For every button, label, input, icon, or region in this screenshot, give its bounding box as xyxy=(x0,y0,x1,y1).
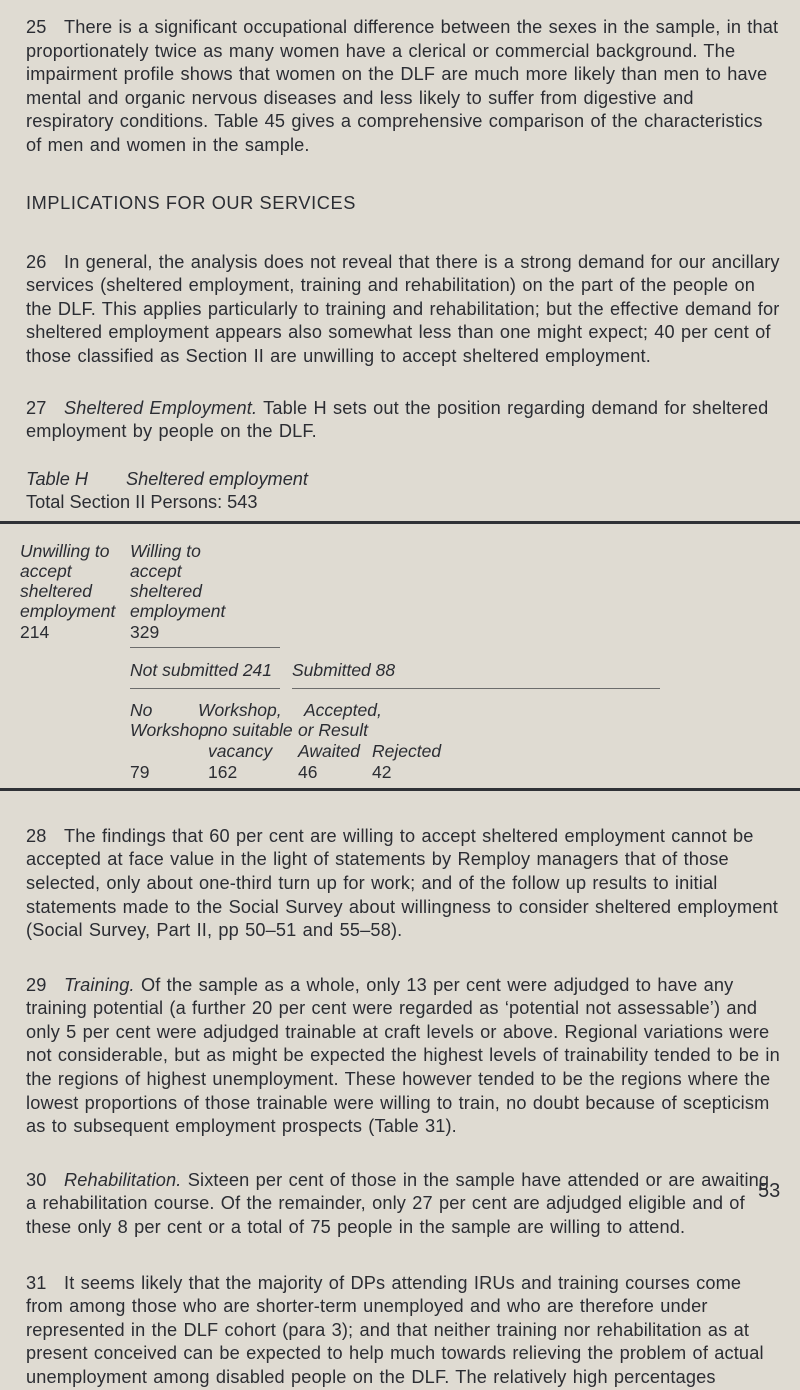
page-number: 53 xyxy=(758,1180,781,1202)
willing-heading-line: sheltered xyxy=(130,580,202,601)
table-caption: Sheltered employment xyxy=(126,468,308,489)
no-workshop-heading-line: Workshop xyxy=(130,719,209,740)
paragraph-number: 30 xyxy=(26,1169,47,1190)
table-top-rule xyxy=(0,521,800,524)
unwilling-heading-line: Unwilling to xyxy=(20,540,110,561)
willing-value: 329 xyxy=(130,621,160,642)
submitted-heading: Submitted 88 xyxy=(292,659,396,680)
paragraph-number: 31 xyxy=(26,1272,47,1293)
willing-heading-line: accept xyxy=(130,560,182,581)
table-h xyxy=(20,521,780,897)
section-heading: IMPLICATIONS FOR OUR SERVICES xyxy=(26,192,357,213)
willing-heading-line: employment xyxy=(130,600,226,621)
paragraph-27 xyxy=(26,397,780,444)
paragraph-26 xyxy=(26,251,780,369)
no-workshop-value: 79 xyxy=(130,761,150,782)
not-submitted-rule xyxy=(130,688,280,689)
workshop-vacancy-heading-line: vacancy xyxy=(208,740,273,761)
unwilling-heading-line: sheltered xyxy=(20,580,92,601)
paragraph-lead: Rehabilitation. xyxy=(64,1169,182,1190)
paragraph-30 xyxy=(26,1169,780,1240)
unwilling-heading-line: accept xyxy=(20,560,72,581)
rejected-value: 42 xyxy=(372,761,392,782)
no-workshop-heading-line: No xyxy=(130,699,153,720)
paragraph-number: 25 xyxy=(26,17,47,37)
willing-rule xyxy=(130,647,280,648)
paragraph-text: There is a significant occupational difference between the sexes in the sample, in that proportionately twice as many women have a clerical or commercial background. The impairment profile shows that women on the DLF are much more likely than men to have mental and organic nervous diseases and less likely to suffer from digestive and respiratory conditions. Table 45 gives a comprehensive comparison of the characteristics of men and women in the sample. xyxy=(26,17,779,155)
table-bottom-rule xyxy=(0,788,800,791)
paragraph-lead: Sheltered Employment. xyxy=(64,397,258,418)
paragraph-number: 26 xyxy=(26,251,47,272)
accepted-heading-line: or Result xyxy=(298,719,369,740)
paragraph-lead: Training. xyxy=(64,974,135,995)
paragraph-text: Sixteen per cent of those in the sample have attended or are awaiting a rehabilitation course. Of the remainder, only 27 per cent are adjudged eligible and of these only 8 per cent or a total of 75 people in the sample are willing to attend. xyxy=(26,1169,770,1238)
unwilling-value: 214 xyxy=(20,621,50,642)
paragraph-text: Table H sets out the position regarding demand for sheltered employment by people on the DLF. xyxy=(26,397,769,442)
paragraph-31 xyxy=(26,1272,780,1390)
paragraph-29 xyxy=(26,974,780,1139)
rejected-heading: Rejected xyxy=(372,740,442,761)
not-submitted-heading: Not submitted 241 xyxy=(130,659,273,680)
submitted-rule xyxy=(292,688,660,689)
workshop-vacancy-heading-line: Workshop, xyxy=(198,699,282,720)
paragraph-text: It seems likely that the majority of DPs attending IRUs and training courses come from among those who are shorter-term unemployed and who are therefore under represented in the DLF cohort (para 3); and that neither training nor rehabilitation as at present conceived can be expected to help much towards relieving the problem of actual unemployment among disabled people on the DLF. The relatively high percentages xyxy=(26,1272,764,1387)
table-label: Table H xyxy=(26,468,89,489)
paragraph-text: In general, the analysis does not reveal that there is a strong demand for our ancillary services (sheltered employment, training and rehabilitation) on the part of the people on the DLF. This applies particularly to training and rehabilitation; but the effective demand for sheltered employment appears also somewhat less than one might expect; 40 per cent of those classified as Section II are unwilling to accept sheltered employment. xyxy=(26,251,780,366)
accepted-heading-line: Awaited xyxy=(298,740,360,761)
accepted-heading-line: Accepted, xyxy=(304,699,382,720)
paragraph-number: 28 xyxy=(26,825,47,846)
accepted-value: 46 xyxy=(298,761,318,782)
willing-heading-line: Willing to xyxy=(130,540,201,561)
paragraph-25 xyxy=(26,16,780,158)
paragraph-text: Of the sample as a whole, only 13 per cent were adjudged to have any training potential (a further 20 per cent were regarded as ‘potential not assessable’) and only 5 per cent were adjudged trainable at craft levels or above. Regional variations were not considerable, but as might be expected the highest levels of trainability tended to be in the regions of highest unemployment. These however tended to be the regions where the lowest proportions of those trainable were willing to train, no doubt because of scepticism as to subsequent employment prospects (Table 31). xyxy=(26,974,780,1137)
paragraph-number: 29 xyxy=(26,974,47,995)
table-title xyxy=(26,468,780,491)
paragraph-text: The findings that 60 per cent are willing to accept sheltered employment cannot be accepted at face value in the light of statements by Remploy managers that of those selected, only about one-third turn up for work; and of the follow up results to initial statements made to the Social Survey about willingness to consider sheltered employment (Social Survey, Part II, pp 50–51 and 55–58). xyxy=(26,825,778,941)
workshop-vacancy-heading-line: no suitable xyxy=(208,719,293,740)
paragraph-number: 27 xyxy=(26,397,47,418)
table-subtitle: Total Section II Persons: 543 xyxy=(26,491,258,512)
workshop-vacancy-value: 162 xyxy=(208,761,238,782)
unwilling-heading-line: employment xyxy=(20,600,116,621)
